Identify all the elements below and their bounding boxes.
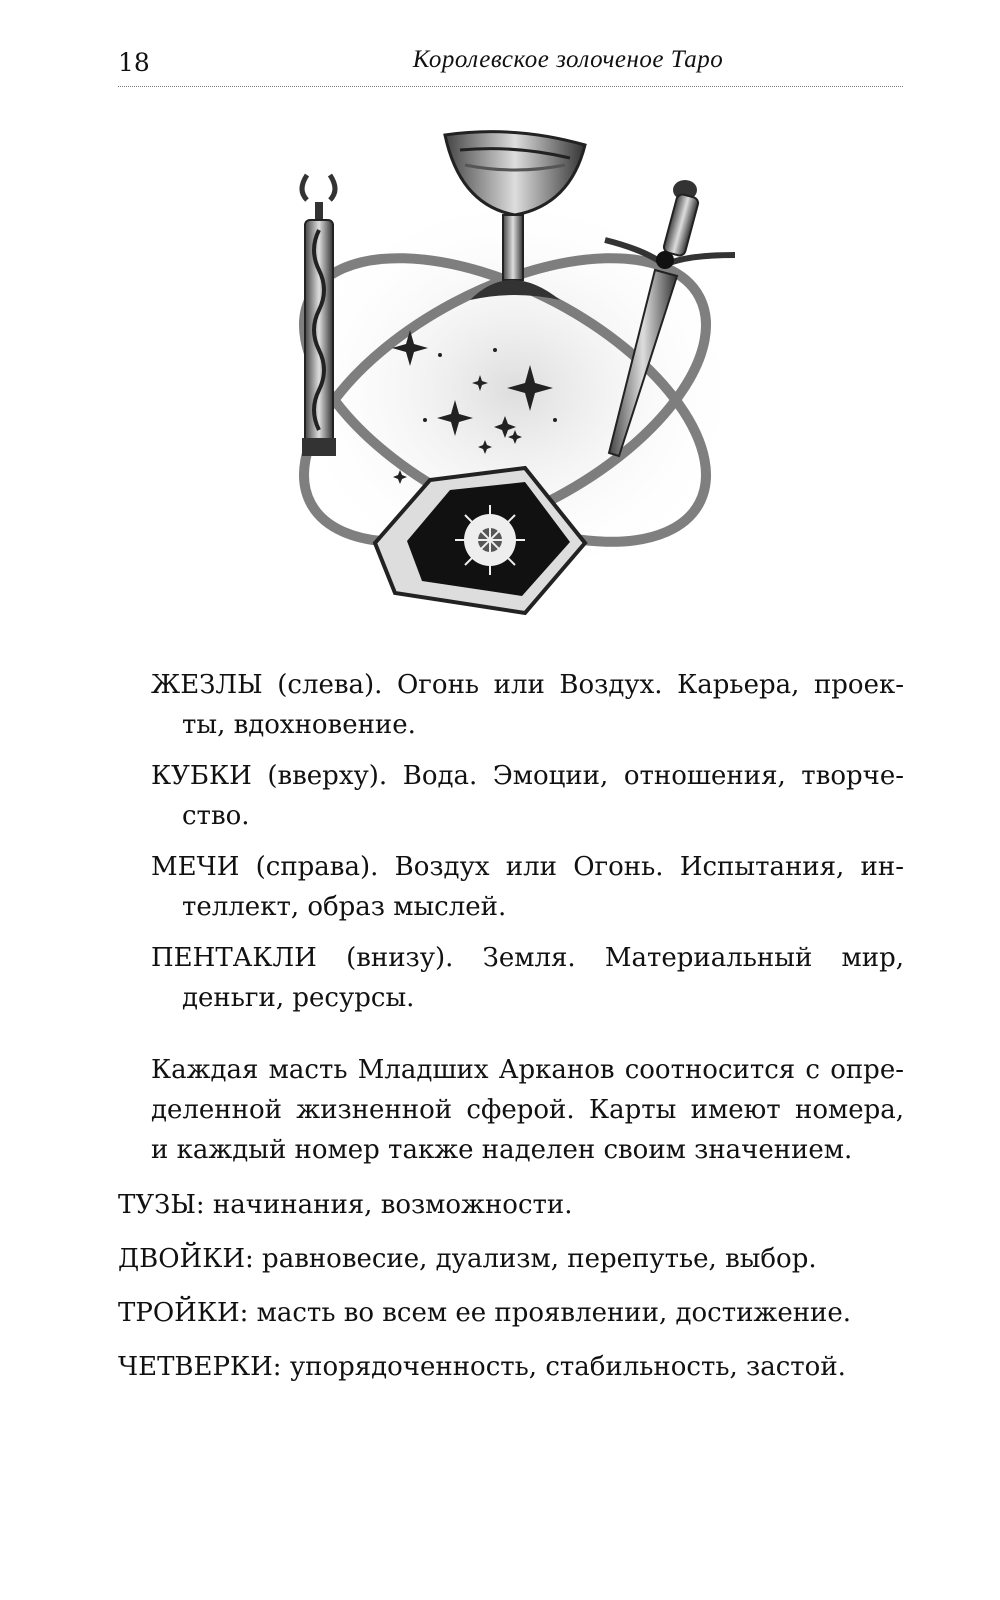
meaning-fours: ЧЕТВЕРКИ: упорядоченность, стабильность, застой. xyxy=(118,1352,846,1382)
suit-pentacles xyxy=(151,938,904,1018)
suit-line: КУБКИ (вверху). Вода. Эмоции, отношения, творче- xyxy=(151,761,904,791)
suit-swords xyxy=(151,847,904,927)
intro-line: и каждый номер также наделен своим значением. xyxy=(151,1135,853,1165)
intro-paragraph xyxy=(151,1050,904,1170)
suits-illustration xyxy=(265,120,765,640)
wand-icon xyxy=(302,175,336,456)
suit-line: МЕЧИ (справа). Воздух или Огонь. Испытания, ин- xyxy=(151,852,904,882)
card-number-meanings xyxy=(118,1185,908,1401)
running-title: Королевское золоченое Таро xyxy=(412,46,724,73)
suit-line-cont: деньги, ресурсы. xyxy=(182,983,415,1013)
suit-line: ЖЕЗЛЫ (слева). Огонь или Воздух. Карьера, проек- xyxy=(151,670,904,700)
header-divider xyxy=(118,86,903,87)
page-number: 18 xyxy=(118,48,150,77)
suit-line: ПЕНТАКЛИ (внизу). Земля. Материальный мир, xyxy=(151,943,904,973)
suit-cups xyxy=(151,756,904,836)
page-header xyxy=(118,46,903,80)
meaning-twos: ДВОЙКИ: равновесие, дуализм, перепутье, выбор. xyxy=(118,1244,817,1274)
intro-line: Каждая масть Младших Арканов соотносится с опре- xyxy=(151,1055,904,1085)
meaning-aces: ТУЗЫ: начинания, возможности. xyxy=(118,1190,573,1220)
suit-line-cont: ство. xyxy=(182,801,250,831)
suit-wands xyxy=(151,665,904,745)
intro-line: деленной жизненной сферой. Карты имеют номера, xyxy=(151,1095,904,1125)
meaning-threes: ТРОЙКИ: масть во всем ее проявлении, достижение. xyxy=(118,1298,852,1328)
suit-line-cont: теллект, образ мыслей. xyxy=(182,892,507,922)
suit-line-cont: ты, вдохновение. xyxy=(182,710,416,740)
